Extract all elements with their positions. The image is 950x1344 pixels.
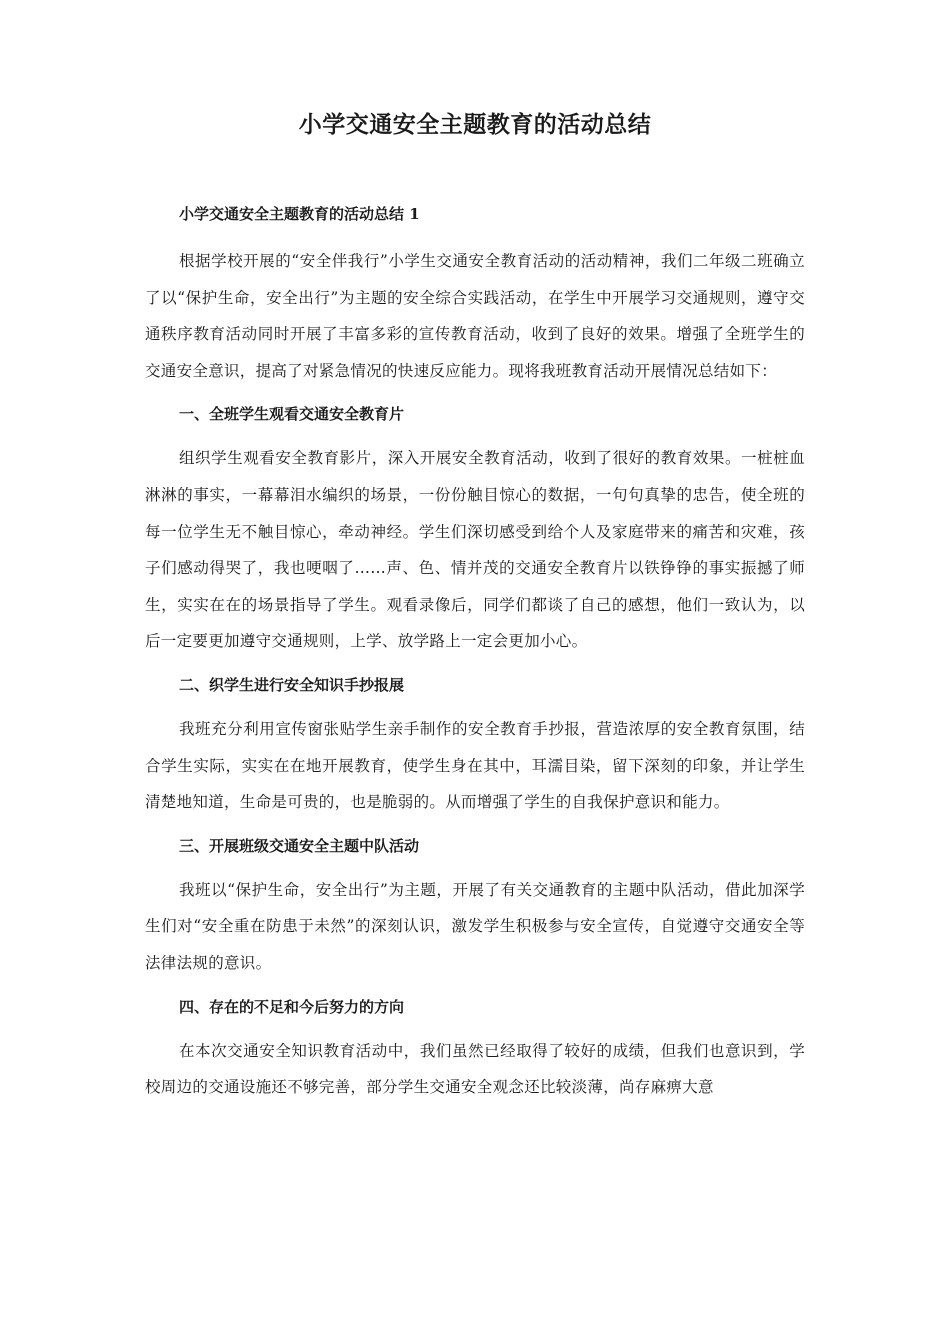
section-heading-4: 四、存在的不足和今后努力的方向 — [179, 997, 405, 1016]
section-heading-3: 三、开展班级交通安全主题中队活动 — [179, 836, 420, 855]
document-title: 小学交通安全主题教育的活动总结 — [298, 111, 652, 138]
section-body-1: 组织学生观看安全教育影片，深入开展安全教育活动，收到了很好的教育效果。一桩桩血淋淋的事实，一幕幕泪水编织的场景，一份份触目惊心的数据，一句句真挚的忠告，使全班的每一位学生无不触目惊心，牵动神经。学生们深切感受到给个人及家庭带来的痛苦和灾难，孩子们感动得哭了，我也哽咽了……声、色、情并茂的交通安全教育片以铁铮铮的事实振撼了师生，实实在在的场景指导了学生。观看录像后，同学们都谈了自己的感想，他们一致认为，以后一定要更加遵守交通规则，上学、放学路上一定会更加小心。 — [145, 449, 805, 651]
section-body-4: 在本次交通安全知识教育活动中，我们虽然已经取得了较好的成绩，但我们也意识到，学校周边的交通设施还不够完善，部分学生交通安全观念还比较淡薄，尚存麻痹大意 — [145, 1041, 805, 1097]
section-body-2: 我班充分利用宣传窗张贴学生亲手制作的安全教育手抄报，营造浓厚的安全教育氛围，结合学生实际，实实在在地开展教育，使学生身在其中，耳濡目染，留下深刻的印象，并让学生清楚地知道，生命是可贵的，也是脆弱的。从而增强了学生的自我保护意识和能力。 — [145, 719, 805, 812]
intro-paragraph: 根据学校开展的“安全伴我行”小学生交通安全教育活动的活动精神，我们二年级二班确立了以“保护生命，安全出行”为主题的安全综合实践活动，在学生中开展学习交通规则，遵守交通秩序教育活动同时开展了丰富多彩的宣传教育活动，收到了良好的效果。增强了全班学生的交通安全意识，提高了对紧急情况的快速反应能力。现将我班教育活动开展情况总结如下： — [145, 252, 805, 380]
section-body-3: 我班以“保护生命，安全出行”为主题，开展了有关交通教育的主题中队活动，借此加深学生们对“安全重在防患于未然”的深刻认识，激发学生积极参与安全宣传，自觉遵守交通安全等法律法规的意识。 — [145, 880, 805, 972]
document-subtitle: 小学交通安全主题教育的活动总结 1 — [179, 205, 420, 223]
document-body — [145, 198, 805, 1115]
section-heading-2: 二、织学生进行安全知识手抄报展 — [179, 675, 405, 694]
section-heading-1: 一、全班学生观看交通安全教育片 — [179, 405, 405, 424]
